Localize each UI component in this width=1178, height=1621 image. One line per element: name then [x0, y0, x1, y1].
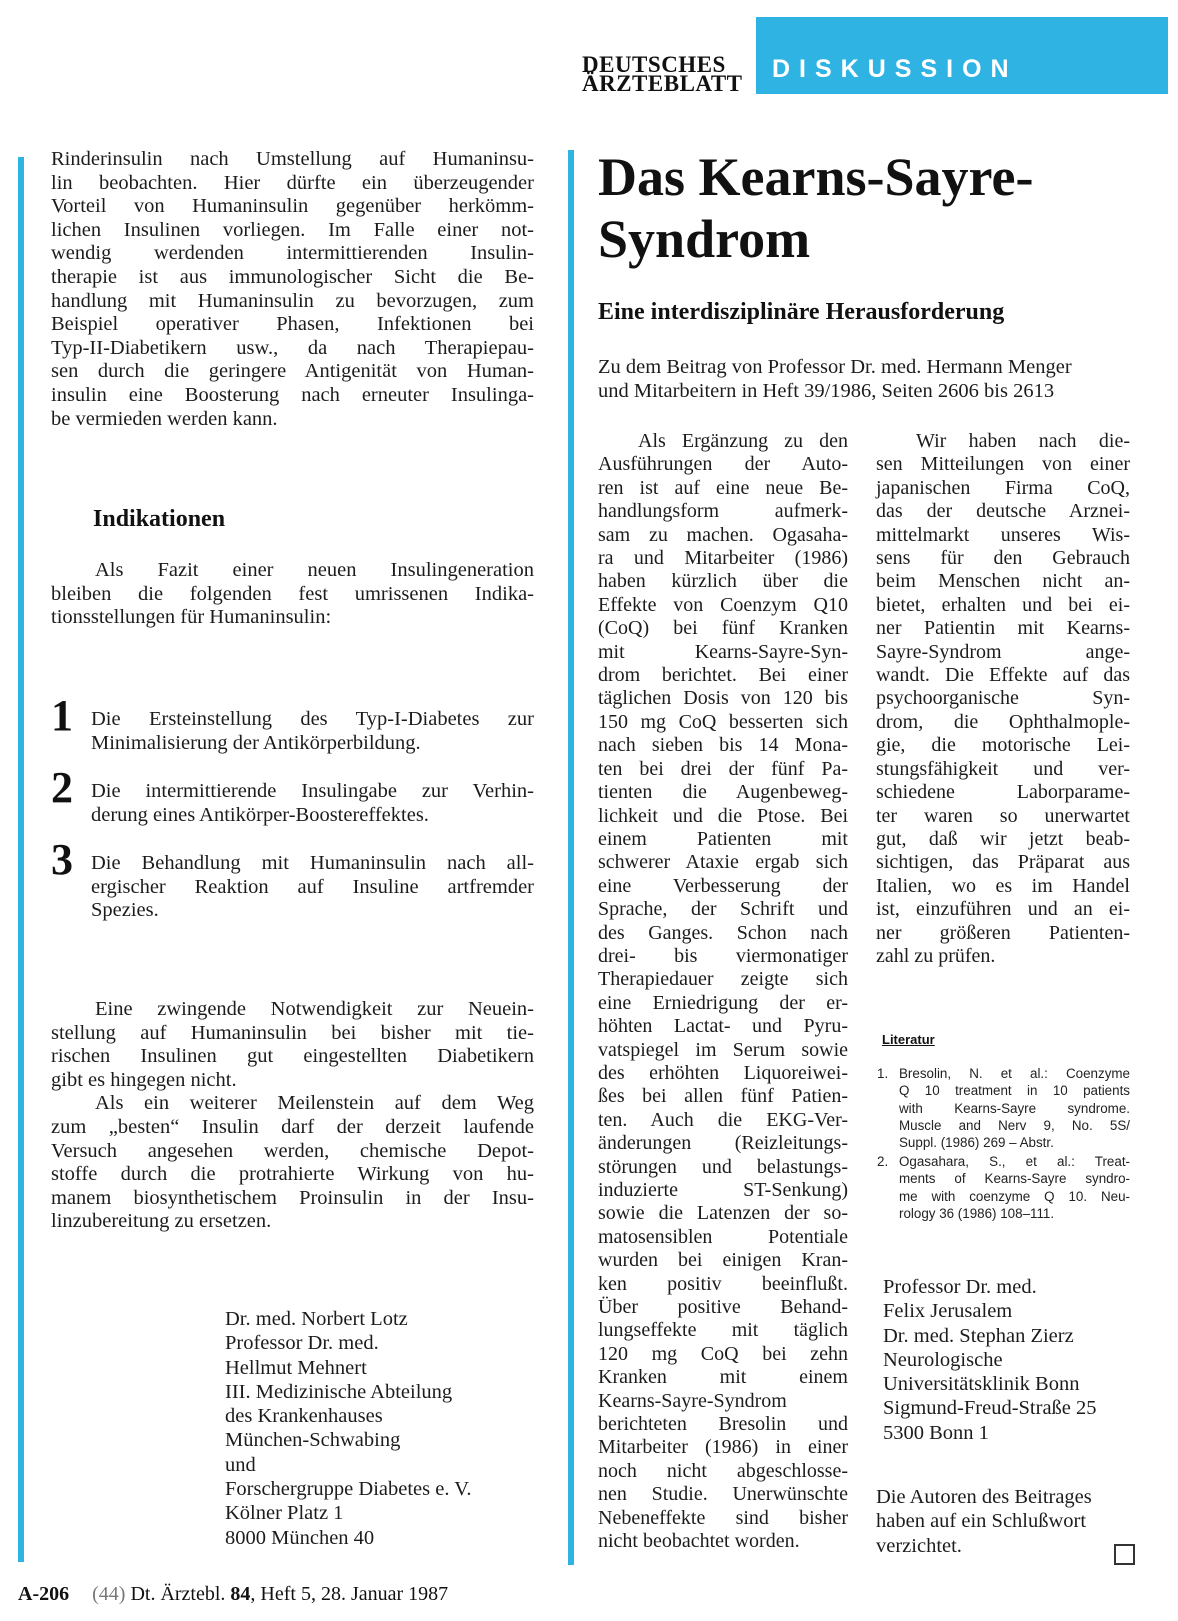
- masthead-line1: DEUTSCHES: [582, 52, 726, 77]
- left-paragraph-2: Als Fazit einer neuen Insulingeneration bleiben die folgenden fest umrissenen Indika- tionsstellungen für Humaninsulin:: [51, 559, 534, 629]
- article-column-1: Als Ergänzung zu den Ausführungen der Auto- ren ist auf eine neue Be- handlungsform aufmerk- sam zu machen. Ogasaha- ra und Mitarbeiter (1986) haben kürzlich über die Effekte von Coenzym Q10 (CoQ) bei fünf Kranken mit Kearns-Sayre-Syn- drom berichtet. Bei einer täglichen Dosis von 120 bis 150 mg CoQ besserten sich nach sieben bis 14 Mona- ten bei drei der fünf Pa- tienten die Augenbeweg- lichkeit und die Ptose. Bei einem Patienten mit schwerer Ataxie ergab sich eine Verbesserung der Sprache, der Schrift und des Ganges. Schon nach drei- bis viermonatiger Therapiedauer zeigte sich eine Erniedrigung der er- höhten Lactat- und Pyru- vatspiegel im Serum sowie des erhöhten Liquoreiwei- ßes bei allen fünf Patien- ten. Auch die EKG-Ver- änderungen (Reizleitungs- störungen und belastungs- induzierte ST-Senkung) sowie die Latenzen der so- matosensiblen Potentiale wurden bei einigen Kran- ken positiv beeinflußt. Über positive Behand- lungseffekte mit täglich 120 mg CoQ bei zehn Kranken mit einem Kearns-Sayre-Syndrom berichteten Bresolin und Mitarbeiter (1986) in einer noch nicht abgeschlosse- nen Studie. Unerwünschte Nebeneffekte sind bisher nicht beobachtet worden.: [598, 430, 848, 1553]
- journal-name: Dt. Ärztebl.: [130, 1583, 226, 1605]
- rubric-label: DISKUSSION: [772, 55, 1018, 83]
- left-accent-bar: [18, 157, 24, 1562]
- right-author-signature: Professor Dr. med. Felix Jerusalem Dr. med. Stephan Zierz Neurologische Universitätsklinik Bonn Sigmund-Freud-Straße 25 5300 Bonn 1: [883, 1276, 1097, 1444]
- literature-heading: Literatur: [882, 1032, 935, 1047]
- list-item-3: Die Behandlung mit Humaninsulin nach all- ergischer Reaktion auf Insuline artfremder Spezies.: [91, 852, 534, 922]
- section-heading: Indikationen: [93, 506, 226, 532]
- end-of-article-box: [1114, 1544, 1135, 1565]
- list-number-2: 2: [51, 763, 73, 812]
- folio: (44): [92, 1583, 126, 1605]
- reference-number: 1.: [877, 1066, 889, 1081]
- reference-number: 2.: [877, 1154, 889, 1169]
- list-item-2: Die intermittierende Insulingabe zur Verhin- derung eines Antikörper-Boostereffektes.: [91, 780, 534, 826]
- article-column-2: Wir haben nach die- sen Mitteilungen von einer japanischen Firma CoQ, das der deutsche Arznei- mittelmarkt unseres Wis- sens für den Gebrauch beim Menschen nicht an- bietet, erhalten und bei ei- ner Patientin mit Kearns- Sayre-Syndrom ange- wandt. Die Effekte auf das psychoorganische Syn- drom, die Ophthalmople- gie, die motorische Lei- stungsfähigkeit und ver- schiedene Laborparame- ter waren so unerwartet gut, daß wir jetzt beab- sichtigen, das Präparat aus Italien, wo es im Handel ist, einzuführen und an ei- ner größeren Patienten- zahl zu prüfen.: [876, 430, 1130, 967]
- reference-1: 1. Bresolin, N. et al.: Coenzyme Q 10 treatment in 10 patients with Kearns-Sayre syndrome. Muscle and Nerv 9, No. 5S/ Suppl. (1986) 269 – Abstr.: [877, 1066, 1130, 1151]
- left-paragraph-1: Rinderinsulin nach Umstellung auf Humaninsu- lin beobachten. Hier dürfte ein überzeugender Vorteil von Humaninsulin gegenüber herkömm- lichen Insulinen vorliegen. Im Falle einer not- wendig werdenden intermittierenden Insulin- therapie ist aus immunologischer Sicht die Be- handlung mit Humaninsulin zu bevorzugen, zum Beispiel operativer Phasen, Infektionen bei Typ-II-Diabetikern usw., da nach Therapiepau- sen durch die geringere Antigenität von Human- insulin eine Boosterung nach erneuter Insulinga- be vermieden werden kann.: [51, 148, 534, 430]
- right-accent-bar: [568, 150, 574, 1565]
- journal-volume: 84: [230, 1583, 251, 1605]
- list-number-3: 3: [51, 835, 73, 884]
- masthead-line2: ÄRZTEBLATT: [582, 71, 743, 96]
- article-intro: Zu dem Beitrag von Professor Dr. med. Hermann Menger und Mitarbeitern in Heft 39/1986, Seiten 2606 bis 2613: [598, 356, 1072, 402]
- article-title: Das Kearns-Sayre- Syndrom: [598, 147, 1034, 269]
- left-paragraph-3: Eine zwingende Notwendigkeit zur Neuein- stellung auf Humaninsulin bei bisher mit tie- rischen Insulinen gut eingestellten Diabetikern gibt es hingegen nicht. Als ein weiterer Meilenstein auf dem Weg zum „besten“ Insulin darf der derzeit laufende Versuch angesehen werden, chemische Depot- stoffe durch die protrahierte Wirkung von hu- manem biosynthetischem Proinsulin in der Insu- linzubereitung zu ersetzen.: [51, 998, 534, 1233]
- journal-issue: , Heft 5, 28. Januar 1987: [250, 1583, 449, 1605]
- list-item-1: Die Ersteinstellung des Typ-I-Diabetes zur Minimalisierung der Antikörperbildung.: [91, 708, 534, 754]
- article-subtitle: Eine interdisziplinäre Herausforderung: [598, 299, 1005, 325]
- page-number: A-206: [18, 1583, 70, 1605]
- left-author-signature: Dr. med. Norbert Lotz Professor Dr. med. Hellmut Mehnert III. Medizinische Abteilung des Krankenhauses München-Schwabing und Forschergruppe Diabetes e. V. Kölner Platz 1 8000 München 40: [225, 1308, 472, 1549]
- closing-note: Die Autoren des Beitrages haben auf ein Schlußwort verzichtet.: [876, 1486, 1092, 1557]
- list-number-1: 1: [51, 691, 73, 740]
- page-footer: [18, 1583, 448, 1606]
- rubric-banner: [756, 17, 1168, 94]
- masthead: [582, 52, 743, 96]
- reference-2: 2. Ogasahara, S., et al.: Treat- ments of Kearns-Sayre syndro- me with coenzyme Q 10. Neu- rology 36 (1986) 108–111.: [877, 1154, 1130, 1221]
